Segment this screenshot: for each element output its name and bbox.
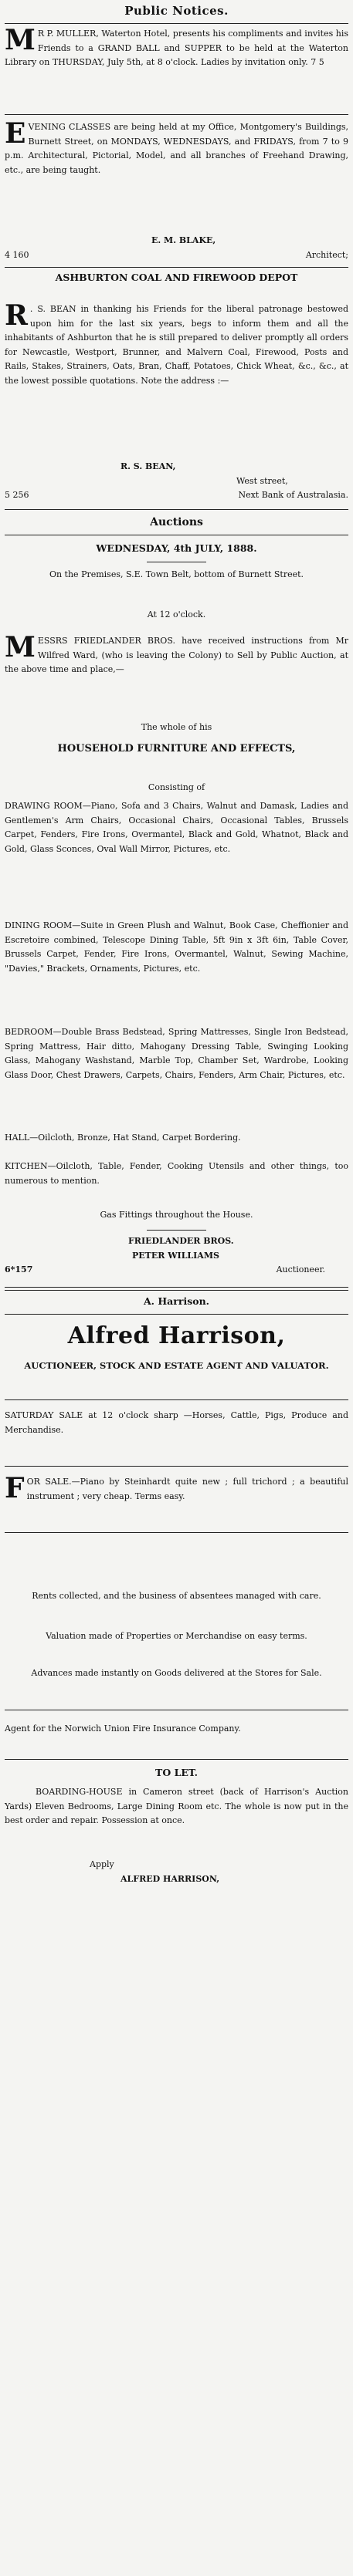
harrison-section xyxy=(0,1293,353,1310)
auction-date-block xyxy=(0,540,353,557)
auction-item-hall xyxy=(0,1131,353,1160)
bedroom-text: BEDROOM—Double Brass Bedstead, Spring Mattresses, Single Iron Bedstead, Spring Mattress, Hair ditto, Mahogany Dressing Table, Swinging Looking Glass, Mahogany Washstand, Marble Top, Chamber Set, Wardrobe, Looking Glass Door, Chest Drawers, Carpets, Chairs, Fenders, Arm Chair, Pictures, etc. xyxy=(5,1027,348,1080)
hall-text: HALL—Oilcloth, Bronze, Hat Stand, Carpet Bordering. xyxy=(5,1133,241,1143)
blake-notice xyxy=(0,120,353,235)
divider xyxy=(5,114,348,115)
harrison-section-label: A. Harrison. xyxy=(143,1295,210,1307)
public-notices-heading: Public Notices. xyxy=(124,4,229,18)
blake-signature xyxy=(0,234,353,262)
coal-text: . S. BEAN in thanking his Friends for the liberal patronage bestowed upon him for the last six years, begs to inform them and all the inhabitants of Ashburton that he is still prepared to deliver promptly all orders for Newcastle, Westport, Brunner, and Malvern Coal, Firewood, Posts and Rails, Stakes, Strainers, Oats, Bran, Chaff, Potatoes, Chick Wheat, &c., &c., at the lowest possible quotations. Note the address :— xyxy=(5,304,348,386)
saturday-sale xyxy=(0,1409,353,1458)
boarding-house-notice xyxy=(0,1785,353,1858)
coal-signature xyxy=(0,460,353,503)
auction-whole xyxy=(0,721,353,735)
agent-text: Agent for the Norwich Union Fire Insurance Company. xyxy=(5,1724,241,1734)
consisting-of-text: Consisting of xyxy=(148,782,205,792)
divider xyxy=(5,1466,348,1467)
auction-item-kitchen xyxy=(0,1160,353,1203)
household-heading-block xyxy=(0,741,353,758)
kitchen-text: KITCHEN—Oilcloth, Table, Fender, Cooking Utensils and other things, too numerous to mention. xyxy=(5,1161,348,1186)
valuation-notice xyxy=(0,1629,353,1660)
valuation-text: Valuation made of Properties or Merchandise on easy terms. xyxy=(46,1631,307,1641)
to-let-heading: TO LET. xyxy=(155,1767,198,1778)
divider xyxy=(5,1287,348,1291)
coal-depot-heading: ASHBURTON COAL AND FIREWOOD DEPOT xyxy=(55,272,298,283)
auction-auctioneer-label: Auctioneer. xyxy=(276,1264,325,1274)
blake-ref: 4 160 xyxy=(5,249,29,260)
consisting-of xyxy=(0,781,353,795)
harrison-subtitle-block xyxy=(0,1358,353,1373)
divider xyxy=(5,23,348,24)
auction-time-text: At 12 o'clock. xyxy=(147,609,206,620)
auction-item-bedroom xyxy=(0,1025,353,1132)
coal-ref: 5 256 xyxy=(5,490,29,500)
muller-dropcap: M xyxy=(5,27,36,56)
divider xyxy=(5,509,348,510)
harrison-title-block xyxy=(0,1321,353,1352)
auction-premises xyxy=(0,568,353,582)
divider xyxy=(147,1230,206,1231)
divider xyxy=(5,1532,348,1533)
auction-dropcap: M xyxy=(5,634,36,663)
coal-depot-heading-block xyxy=(0,270,353,285)
divider xyxy=(5,1399,348,1400)
blake-dropcap: E xyxy=(5,120,26,150)
blake-title: Architect; xyxy=(305,249,348,260)
for-sale-text: OR SALE.—Piano by Steinhardt quite new ; full trichord ; a beautiful instrument ; very cheap. Terms easy. xyxy=(26,1477,348,1501)
auctions-heading: Auctions xyxy=(150,516,203,528)
auction-auctioneer-name: PETER WILLIAMS xyxy=(132,1250,219,1261)
dining-room-text: DINING ROOM—Suite in Green Plush and Walnut, Book Case, Cheffionier and Escretoire combined, Telescope Dining Table, 5ft 9in x 3ft 6in, Table Cover, Brussels Carpet, Fender, Fire Irons, Overmantel, Walnut, Sewing Machine, "Davies," Brackets, Ornaments, Pictures, etc. xyxy=(5,920,348,974)
public-notices-section xyxy=(0,2,353,20)
divider xyxy=(5,267,348,268)
auction-item-drawing-room xyxy=(0,799,353,919)
auction-time xyxy=(0,608,353,623)
household-heading: HOUSEHOLD FURNITURE AND EFFECTS, xyxy=(57,743,296,755)
for-sale-notice xyxy=(0,1475,353,1524)
auctions-section xyxy=(0,514,353,531)
gas-fittings-text: Gas Fittings throughout the House. xyxy=(100,1210,253,1220)
advances-text: Advances made instantly on Goods delivered at the Stores for Sale. xyxy=(31,1668,322,1678)
divider xyxy=(5,1314,348,1315)
auction-signature xyxy=(0,1234,353,1278)
coal-dropcap: R xyxy=(5,302,28,332)
auction-date: WEDNESDAY, 4th JULY, 1888. xyxy=(96,542,257,554)
auction-firm: FRIEDLANDER BROS. xyxy=(128,1236,234,1246)
saturday-sale-text: SATURDAY SALE at 12 o'clock sharp —Horses, Cattle, Pigs, Produce and Merchandise. xyxy=(5,1410,348,1435)
blake-text: VENING CLASSES are being held at my Office, Montgomery's Buildings, Burnett Street, on MONDAYS, WEDNESDAYS, and FRIDAYS, from 7 to 9 p.m. Architectural, Pictorial, Model, and all branches of Freehand Drawing, etc., are being taught. xyxy=(5,122,348,175)
harrison-subtitle: AUCTIONEER, STOCK AND ESTATE AGENT AND VALUATOR. xyxy=(24,1360,329,1371)
harrison-title: Alfred Harrison, xyxy=(67,1322,286,1349)
harrison-signature xyxy=(0,1858,353,1886)
auction-intro xyxy=(0,634,353,721)
to-let-heading-block xyxy=(0,1765,353,1781)
rents-text: Rents collected, and the business of absentees managed with care. xyxy=(32,1591,321,1601)
auction-premises-text: On the Premises, S.E. Town Belt, bottom of Burnett Street. xyxy=(49,569,304,579)
divider xyxy=(5,1759,348,1760)
coal-name: R. S. BEAN, xyxy=(120,461,176,471)
apply-label: Apply xyxy=(90,1859,114,1869)
blake-name: E. M. BLAKE, xyxy=(151,235,216,245)
apply-name: ALFRED HARRISON, xyxy=(120,1873,220,1884)
advances-notice xyxy=(0,1666,353,1697)
drawing-room-text: DRAWING ROOM—Piano, Sofa and 3 Chairs, Walnut and Damask, Ladies and Gentlemen's Arm Chairs, Occasional Chairs, Occasional Tables, Brussels Carpet, Fenders, Fire Irons, Overmantel, Black and Gold, Whatnot, Black and Gold, Glass Sconces, Oval Wall Mirror, Pictures, etc. xyxy=(5,801,348,854)
rents-notice xyxy=(0,1589,353,1620)
auction-ref: 6*157 xyxy=(5,1264,33,1274)
auction-whole-text: The whole of his xyxy=(141,722,212,732)
boarding-house-text: BOARDING-HOUSE in Cameron street (back of Harrison's Auction Yards) Eleven Bedrooms, Large Dining Room etc. The whole is now put in the best order and repair. Possession at once. xyxy=(5,1787,348,1825)
muller-notice xyxy=(0,27,353,110)
agent-notice xyxy=(0,1722,353,1753)
coal-bank: Next Bank of Australasia. xyxy=(238,490,348,500)
auction-intro-text: ESSRS FRIEDLANDER BROS. have received instructions from Mr Wilfred Ward, (who is leaving the Colony) to Sell by Public Auction, at the above time and place,— xyxy=(5,636,348,674)
auction-item-dining-room xyxy=(0,919,353,1025)
coal-street: West street, xyxy=(236,475,288,486)
gas-fittings xyxy=(0,1208,353,1223)
for-sale-dropcap: F xyxy=(5,1475,25,1504)
coal-depot-notice xyxy=(0,302,353,461)
muller-text: R P. MULLER, Waterton Hotel, presents his compliments and invites his Friends to a GRAND BALL and SUPPER to be held at the Waterton Library on THURSDAY, July 5th, at 8 o'clock. Ladies by invitation only. 7 5 xyxy=(5,29,348,67)
